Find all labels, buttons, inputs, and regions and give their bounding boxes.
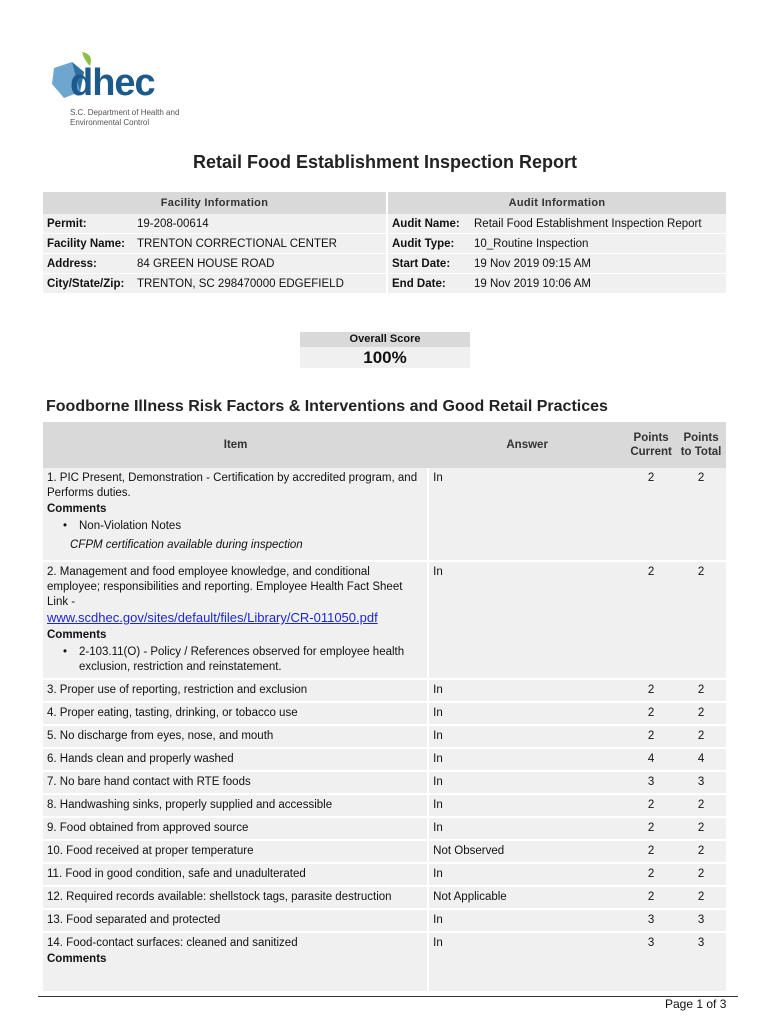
- item-text: 8. Handwashing sinks, properly supplied and accessible: [43, 794, 428, 817]
- points-total: 2: [676, 468, 726, 561]
- answer: In: [428, 725, 626, 748]
- item-text: 11. Food in good condition, safe and unadulterated: [43, 863, 428, 886]
- table-row: [43, 840, 726, 863]
- overall-score-value: 100%: [300, 347, 470, 368]
- table-row: [43, 771, 726, 794]
- facility-name-label: Facility Name:: [43, 234, 133, 254]
- points-current: 2: [626, 794, 676, 817]
- answer: In: [428, 817, 626, 840]
- points-total: 2: [676, 561, 726, 679]
- audit-type-value: 10_Routine Inspection: [470, 234, 726, 254]
- facility-header: Facility Information: [43, 192, 387, 214]
- table-row: [43, 561, 726, 679]
- points-current: 2: [626, 468, 676, 561]
- audit-name-value: Retail Food Establishment Inspection Report: [470, 214, 726, 234]
- points-total: 2: [676, 679, 726, 702]
- answer: Not Applicable: [428, 886, 626, 909]
- item-text: 12. Required records available: shellstock tags, parasite destruction: [43, 886, 428, 909]
- col-answer-header: Answer: [428, 422, 626, 468]
- table-row: [43, 748, 726, 771]
- table-row: [43, 863, 726, 886]
- item-text: 4. Proper eating, tasting, drinking, or tobacco use: [43, 702, 428, 725]
- points-total: 2: [676, 817, 726, 840]
- page-number: Page 1 of 3: [665, 997, 727, 1011]
- points-total: 2: [676, 725, 726, 748]
- item-text: 9. Food obtained from approved source: [43, 817, 428, 840]
- points-current: 2: [626, 702, 676, 725]
- item-text: 14. Food-contact surfaces: cleaned and sanitized: [47, 937, 298, 949]
- points-total: 2: [676, 702, 726, 725]
- table-row: [43, 817, 726, 840]
- points-total: 3: [676, 909, 726, 932]
- item-text: 3. Proper use of reporting, restriction and exclusion: [43, 679, 428, 702]
- answer: In: [428, 909, 626, 932]
- points-total: 2: [676, 863, 726, 886]
- item-text: 1. PIC Present, Demonstration - Certification by accredited program, and Performs duties.: [47, 472, 418, 499]
- points-total: 3: [676, 932, 726, 992]
- table-row: [43, 886, 726, 909]
- answer: In: [428, 679, 626, 702]
- points-current: 2: [626, 840, 676, 863]
- facility-name-value: TRENTON CORRECTIONAL CENTER: [133, 234, 387, 254]
- city-label: City/State/Zip:: [43, 274, 133, 294]
- item-text: 7. No bare hand contact with RTE foods: [43, 771, 428, 794]
- info-table: [43, 192, 726, 294]
- answer: In: [428, 748, 626, 771]
- points-total: 2: [676, 840, 726, 863]
- table-row: [43, 794, 726, 817]
- note-title: • Non-Violation Notes: [57, 519, 423, 534]
- points-total: 2: [676, 886, 726, 909]
- points-total: 2: [676, 794, 726, 817]
- table-row: [43, 725, 726, 748]
- col-item-header: Item: [43, 422, 428, 468]
- table-row: [43, 702, 726, 725]
- answer: In: [428, 794, 626, 817]
- start-date-label: Start Date:: [387, 254, 470, 274]
- section-title: Foodborne Illness Risk Factors & Interventions and Good Retail Practices: [46, 398, 608, 415]
- item-text: 5. No discharge from eyes, nose, and mouth: [43, 725, 428, 748]
- city-value: TRENTON, SC 298470000 EDGEFIELD: [133, 274, 387, 294]
- table-row: [43, 909, 726, 932]
- points-current: 3: [626, 909, 676, 932]
- table-row: [43, 679, 726, 702]
- footer-divider: [38, 996, 738, 997]
- points-current: 3: [626, 771, 676, 794]
- answer: Not Observed: [428, 840, 626, 863]
- item-text: 13. Food separated and protected: [43, 909, 428, 932]
- comments-label: Comments: [47, 503, 107, 515]
- overall-score-box: [300, 332, 470, 368]
- audit-type-label: Audit Type:: [387, 234, 470, 254]
- address-value: 84 GREEN HOUSE ROAD: [133, 254, 387, 274]
- answer: In: [428, 702, 626, 725]
- logo-subtitle: S.C. Department of Health and Environmental Control: [70, 108, 180, 127]
- end-date-value: 19 Nov 2019 10:06 AM: [470, 274, 726, 294]
- employee-health-link[interactable]: www.scdhec.gov/sites/default/files/Library/CR-011050.pdf: [47, 610, 378, 625]
- item-text: 2. Management and food employee knowledge, and conditional employee; responsibilities and reporting. Employee Health Fact Sheet Link -: [47, 566, 403, 608]
- col-current-header: Points Current: [626, 422, 676, 468]
- overall-score-label: Overall Score: [300, 332, 470, 347]
- points-current: 4: [626, 748, 676, 771]
- points-current: 2: [626, 725, 676, 748]
- points-current: 3: [626, 932, 676, 992]
- audit-name-label: Audit Name:: [387, 214, 470, 234]
- inspection-items-table: [43, 422, 726, 993]
- comments-label: Comments: [47, 953, 107, 965]
- dhec-logo: [44, 44, 204, 134]
- points-total: 3: [676, 771, 726, 794]
- logo-wordmark: dhec: [70, 62, 155, 104]
- answer: In: [428, 561, 626, 679]
- points-current: 2: [626, 679, 676, 702]
- item-text: 10. Food received at proper temperature: [43, 840, 428, 863]
- report-title: Retail Food Establishment Inspection Report: [192, 152, 578, 172]
- answer: In: [428, 932, 626, 992]
- answer: In: [428, 771, 626, 794]
- comments-label: Comments: [47, 629, 107, 641]
- permit-label: Permit:: [43, 214, 133, 234]
- points-total: 4: [676, 748, 726, 771]
- answer: In: [428, 468, 626, 561]
- points-current: 2: [626, 561, 676, 679]
- points-current: 2: [626, 817, 676, 840]
- start-date-value: 19 Nov 2019 09:15 AM: [470, 254, 726, 274]
- permit-value: 19-208-00614: [133, 214, 387, 234]
- points-current: 2: [626, 863, 676, 886]
- col-total-header: Points to Total: [676, 422, 726, 468]
- table-row: [43, 468, 726, 561]
- address-label: Address:: [43, 254, 133, 274]
- audit-header: Audit Information: [387, 192, 726, 214]
- table-row: [43, 932, 726, 992]
- answer: In: [428, 863, 626, 886]
- points-current: 2: [626, 886, 676, 909]
- item-text: 6. Hands clean and properly washed: [43, 748, 428, 771]
- note-text: • 2-103.11(O) - Policy / References observed for employee health exclusion, restriction and reinstatement.: [57, 645, 423, 675]
- note-text: CFPM certification available during inspection: [70, 539, 303, 551]
- end-date-label: End Date:: [387, 274, 470, 294]
